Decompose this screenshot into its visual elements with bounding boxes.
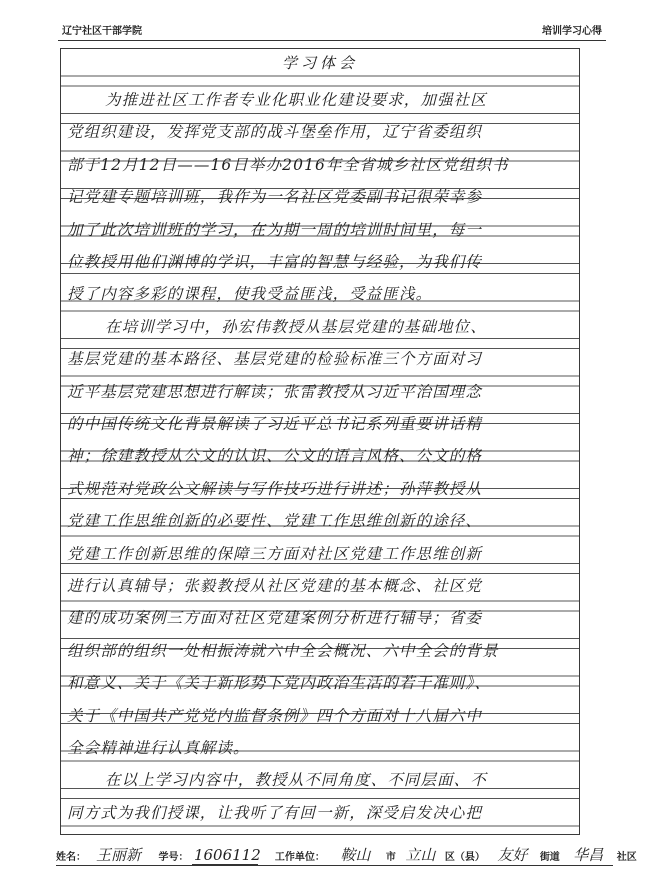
- essay-line: 授了内容多彩的课程，使我受益匪浅，受益匪浅。: [67, 285, 433, 304]
- lined-writing-sheet: [60, 48, 580, 835]
- footer-divider: [56, 865, 606, 866]
- essay-line: 党建工作创新思维的保障三方面对社区党建工作思维创新: [67, 544, 483, 563]
- header-doc-type: 培训学习心得: [542, 26, 602, 37]
- essay-line: 党建工作思维创新的必要性、党建工作思维创新的途径、: [67, 512, 483, 531]
- community-value: 华昌: [563, 844, 613, 866]
- essay-line: 全会精神进行认真解读。: [67, 739, 250, 757]
- essay-line: 在培训学习中，孙宏伟教授从基层党建的基础地位、: [105, 317, 487, 336]
- essay-line: 位教授用他们渊博的学识，丰富的智慧与经验，为我们传: [67, 253, 483, 271]
- footer-info: [56, 844, 637, 866]
- city-suffix: 市: [385, 852, 396, 863]
- unit-label: 工作单位：: [274, 852, 325, 863]
- essay-line: 基层党建的基本路径、基层党建的检验标准三个方面对习: [67, 350, 483, 369]
- essay-line: 组织部的组织一处相振涛就六中全会概况、六中全会的背景: [67, 641, 499, 660]
- essay-line: 部于12月12日——16日举办2016年全省城乡社区党组织书: [67, 155, 509, 174]
- community-suffix: 社区: [616, 852, 637, 863]
- essay-line: 式规范对党政公文解读与写作技巧进行讲述；孙萍教授从: [67, 479, 483, 498]
- name-label: 姓名：: [56, 852, 86, 863]
- essay-title: 学习体会: [281, 54, 358, 72]
- essay-line: 关于《中国共产党党内监督条例》四个方面对十八届六中: [67, 706, 483, 725]
- essay-line: 加了此次培训班的学习，在为期一周的培训时间里，每一: [67, 220, 483, 239]
- essay-line: 神；徐建教授从公文的认识、公文的语言风格、公文的格: [67, 447, 483, 466]
- id-label: 学号：: [158, 852, 189, 863]
- essay-line: 同方式为我们授课，让我听了有回一新，深受启发决心把: [67, 803, 483, 822]
- header-school-name: 辽宁社区干部学院: [62, 26, 142, 37]
- district-suffix: 区（县）: [444, 852, 485, 863]
- id-value: 1606112: [193, 846, 261, 864]
- header-divider: [58, 40, 606, 41]
- essay-line: 记党建专题培训班，我作为一名社区党委副书记很荣幸参: [67, 188, 483, 207]
- street-suffix: 街道: [539, 852, 560, 863]
- street-value: 友好: [488, 844, 536, 866]
- essay-line: 近平基层党建思想进行解读；张雷教授从习近平治国理念: [67, 382, 483, 401]
- essay-line: 为推进社区工作者专业化职业化建设要求，加强社区: [105, 91, 487, 109]
- essay-line: 的中国传统文化背景解读了习近平总书记系列重要讲话精: [67, 415, 483, 433]
- essay-line: 进行认真辅导；张毅教授从社区党建的基本概念、社区党: [67, 577, 483, 595]
- district-value: 立山: [399, 844, 441, 866]
- essay-line: 党组织建设，发挥党支部的战斗堡垒作用，辽宁省委组织: [67, 123, 483, 142]
- city-value: 鞍山: [328, 844, 382, 866]
- essay-line: 和意义、关于《关于新形势下党内政治生活的若干准则》、: [67, 674, 491, 693]
- name-value: 王丽新: [89, 844, 147, 866]
- essay-line: 建的成功案例三方面对社区党建案例分析进行辅导；省委: [67, 609, 483, 628]
- essay-line: 在以上学习内容中，教授从不同角度、不同层面、不: [105, 771, 487, 790]
